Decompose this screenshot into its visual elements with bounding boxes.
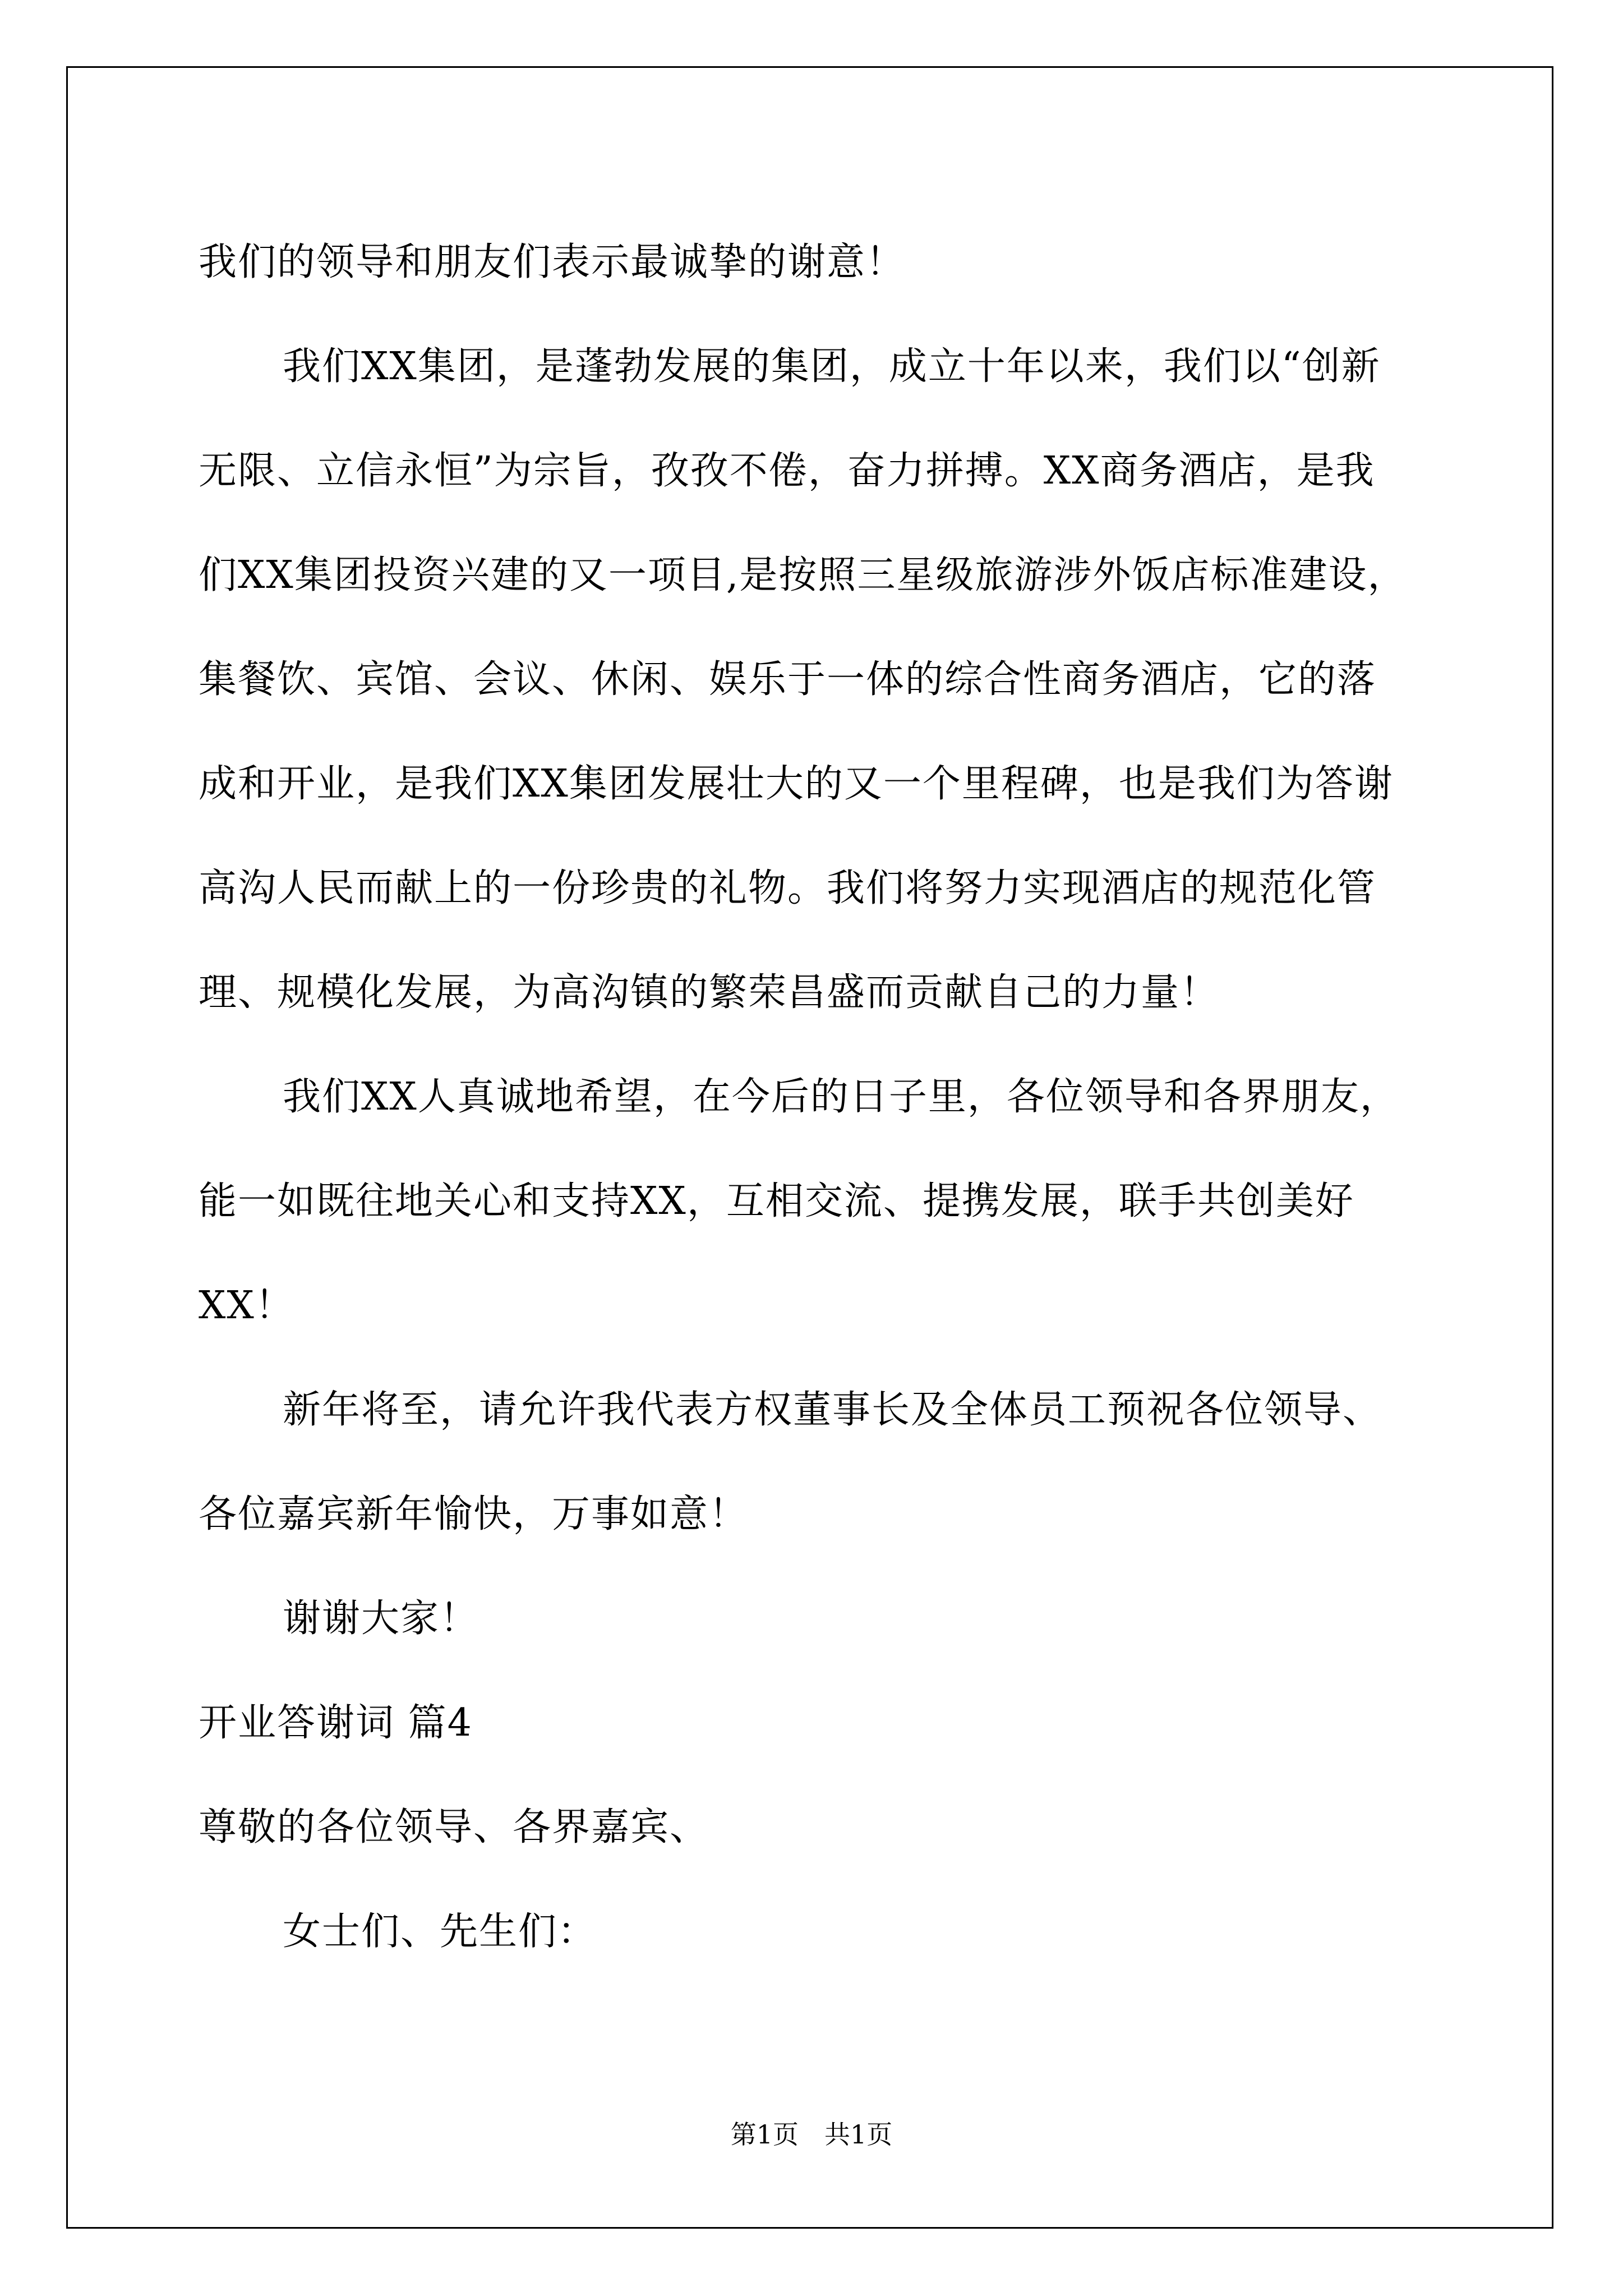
text-line: XX！: [199, 1283, 294, 1328]
text-line: 我们XX人真诚地希望，在今后的日子里，各位领导和各界朋友，: [283, 1075, 1399, 1119]
text-line: 我们XX集团，是蓬勃发展的集团，成立十年以来，我们以“创新: [283, 344, 1381, 389]
text-line: 谢谢大家！: [283, 1596, 479, 1641]
text-line: 各位嘉宾新年愉快，万事如意！: [199, 1492, 749, 1536]
text-line: 我们的领导和朋友们表示最诚挚的谢意！: [199, 240, 906, 284]
text-line: 高沟人民而献上的一份珍贵的礼物。我们将努力实现酒店的规范化管: [199, 866, 1377, 910]
salutation-line: 尊敬的各位领导、各界嘉宾、: [199, 1805, 709, 1849]
text-line: 新年将至，请允许我代表方权董事长及全体员工预祝各位领导、: [283, 1388, 1382, 1432]
text-line: 们XX集团投资兴建的又一项目,是按照三星级旅游涉外饭店标准建设，: [199, 553, 1407, 597]
text-line: 无限、立信永恒”为宗旨，孜孜不倦，奋力拼搏。XX商务酒店，是我: [199, 449, 1375, 493]
text-line: 理、规模化发展，为高沟镇的繁荣昌盛而贡献自己的力量！: [199, 970, 1220, 1015]
document-body: [199, 210, 1438, 1984]
text-line: 集餐饮、宾馆、会议、休闲、娱乐于一体的综合性商务酒店，它的落: [199, 657, 1377, 702]
text-line: 能一如既往地关心和支持XX，互相交流、提携发展，联手共创美好: [199, 1179, 1354, 1223]
salutation-line: 女士们、先生们：: [283, 1910, 597, 1954]
text-line: 成和开业，是我们XX集团发展壮大的又一个里程碑，也是我们为答谢: [199, 762, 1394, 806]
page-number: 第1页 共1页: [730, 2119, 893, 2150]
section-heading: 开业答谢词 篇4: [199, 1701, 473, 1745]
